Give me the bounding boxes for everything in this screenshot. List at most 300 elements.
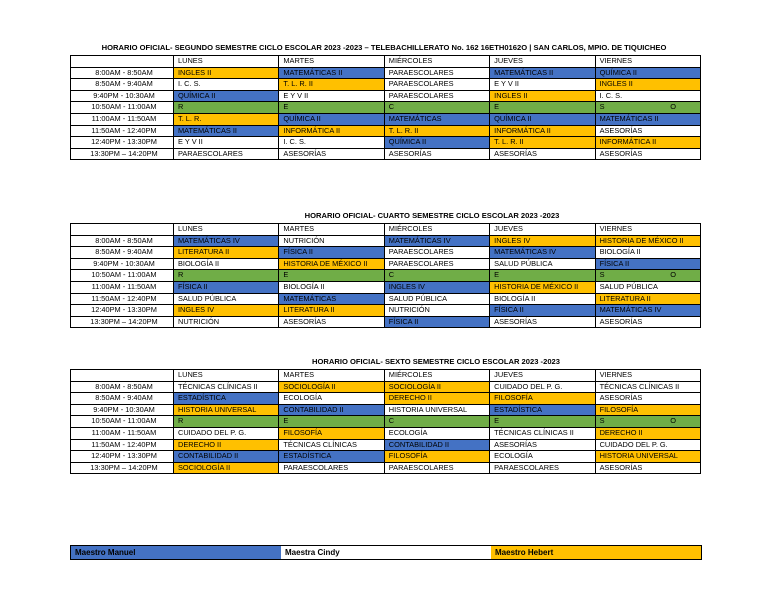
- subject-cell: [490, 235, 595, 247]
- subject-cell: [490, 79, 595, 91]
- subject-label: HISTORIA UNIVERSAL: [178, 404, 257, 414]
- subject-cell: [490, 247, 595, 259]
- subject-label: INGLES II: [178, 67, 212, 77]
- table-row: [71, 148, 701, 160]
- subject-label: FÍSICA II: [599, 258, 630, 268]
- subject-cell: [490, 125, 595, 137]
- subject-cell: [174, 393, 279, 405]
- subject-cell: [384, 451, 489, 463]
- table-row: [71, 439, 701, 451]
- subject-cell: [174, 316, 279, 328]
- subject-label: DERECHO II: [599, 427, 643, 437]
- subject-label: HISTORIA UNIVERSAL: [599, 451, 678, 461]
- subject-label: PARAESCOLARES: [388, 90, 454, 100]
- subject-cell: [174, 293, 279, 305]
- subject-label: I. C. S.: [178, 79, 201, 89]
- subject-label: HISTORIA DE MÉXICO II: [599, 235, 684, 245]
- recess-row: [71, 270, 701, 282]
- subject-cell: [279, 293, 384, 305]
- subject-cell: [174, 235, 279, 247]
- subject-label: ECOLOGÍA: [388, 427, 428, 437]
- subject-cell: [384, 305, 489, 317]
- subject-cell: [595, 125, 700, 137]
- subject-label: PARAESCOLARES: [494, 462, 559, 472]
- day-header: LUNES: [174, 224, 279, 236]
- subject-label: MATEMÁTICAS: [388, 113, 442, 123]
- subject-label: FÍSICA II: [494, 305, 524, 315]
- subject-label: LITERATURA II: [178, 247, 230, 257]
- header-row: [71, 56, 701, 68]
- time-slot: 9:40PM - 10:30AM: [71, 90, 174, 102]
- table-row: [71, 258, 701, 270]
- time-slot: 8:00AM - 8:50AM: [71, 235, 174, 247]
- subject-label: DERECHO II: [178, 439, 222, 449]
- subject-cell: [174, 67, 279, 79]
- schedule-cuarto: [70, 223, 701, 328]
- subject-cell: [174, 125, 279, 137]
- subject-label: NUTRICIÓN: [283, 235, 325, 245]
- subject-cell: [595, 293, 700, 305]
- subject-label: MATEMÁTICAS IV: [388, 235, 451, 245]
- table-row: [71, 281, 701, 293]
- subject-cell: [279, 393, 384, 405]
- subject-label: FÍSICA II: [388, 316, 419, 326]
- subject-cell: [384, 79, 489, 91]
- subject-label: QUÍMICA II: [494, 113, 532, 123]
- subject-cell: [384, 316, 489, 328]
- table-row: [71, 451, 701, 463]
- subject-cell: [174, 148, 279, 160]
- subject-label: E: [283, 416, 289, 426]
- day-header: MARTES: [279, 370, 384, 382]
- subject-cell: [595, 247, 700, 259]
- subject-cell: [490, 316, 595, 328]
- subject-label: ASESORÍAS: [599, 462, 643, 472]
- subject-cell: [490, 427, 595, 439]
- subject-cell: [595, 90, 700, 102]
- subject-cell: [595, 381, 700, 393]
- subject-label: CUIDADO DEL P. G.: [599, 439, 668, 449]
- time-slot: 8:50AM - 9:40AM: [71, 247, 174, 259]
- subject-cell: [279, 67, 384, 79]
- time-slot: 10:50AM - 11:00AM: [71, 270, 174, 282]
- subject-cell: [490, 113, 595, 125]
- recess-letter: O: [670, 416, 676, 426]
- subject-cell: [384, 90, 489, 102]
- header-row: [71, 370, 701, 382]
- subject-label: ESTADÍSTICA: [178, 393, 226, 403]
- subject-cell: [490, 404, 595, 416]
- time-slot: 9:40PM - 10:30AM: [71, 258, 174, 270]
- subject-cell: [384, 67, 489, 79]
- schedule-segundo: [70, 55, 701, 160]
- subject-cell: [595, 137, 700, 149]
- subject-label: MATEMÁTICAS II: [494, 67, 554, 77]
- table-row: [71, 393, 701, 405]
- subject-label: E: [494, 102, 500, 112]
- recess-letter: O: [670, 102, 676, 112]
- teacher-legend: [70, 545, 702, 560]
- subject-label: INFORMÁTICA II: [283, 125, 341, 135]
- subject-cell: [595, 281, 700, 293]
- subject-cell: [279, 258, 384, 270]
- subject-cell: [595, 305, 700, 317]
- subject-label: QUÍMICA II: [599, 67, 637, 77]
- subject-label: ECOLOGÍA: [494, 451, 533, 461]
- day-header: MIÉRCOLES: [384, 56, 489, 68]
- table-row: [71, 90, 701, 102]
- subject-cell: [384, 427, 489, 439]
- subject-label: SOCIOLOGÍA II: [388, 381, 441, 391]
- subject-label: SOCIOLOGÍA II: [178, 462, 231, 472]
- subject-cell: [279, 247, 384, 259]
- time-slot: 10:50AM - 11:00AM: [71, 102, 174, 114]
- time-slot: 11:00AM - 11:50AM: [71, 281, 174, 293]
- subject-label: INGLES II: [599, 79, 633, 89]
- subject-label: TÉCNICAS CLÍNICAS II: [599, 381, 680, 391]
- subject-cell: [279, 316, 384, 328]
- subject-label: CONTABILIDAD II: [283, 404, 344, 414]
- subject-label: CONTABILIDAD II: [178, 451, 239, 461]
- subject-label: FILOSOFÍA: [388, 451, 428, 461]
- corner-cell: [71, 224, 174, 236]
- title-segundo: HORARIO OFICIAL- SEGUNDO SEMESTRE CICLO ESCOLAR 2023 -2023 – TELEBACHILLERATO No. 162 16ETH0162O | SAN CARLOS, MPIO. DE TIQUICHEO: [101, 43, 667, 52]
- subject-label: E: [283, 270, 289, 280]
- time-slot: 12:40PM - 13:30PM: [71, 137, 174, 149]
- subject-label: HISTORIA DE MÉXICO II: [494, 281, 579, 291]
- schedule-sexto: [70, 369, 701, 474]
- subject-cell: [174, 404, 279, 416]
- subject-cell: [384, 293, 489, 305]
- subject-label: S: [599, 102, 605, 112]
- time-slot: 12:40PM - 13:30PM: [71, 305, 174, 317]
- subject-label: BIOLOGÍA II: [178, 258, 220, 268]
- table-row: [71, 137, 701, 149]
- corner-cell: [71, 56, 174, 68]
- day-header: JUEVES: [490, 56, 595, 68]
- day-header: MARTES: [279, 224, 384, 236]
- subject-cell: [490, 293, 595, 305]
- subject-label: CUIDADO DEL P. G.: [494, 381, 563, 391]
- subject-cell: [174, 137, 279, 149]
- subject-label: FÍSICA II: [178, 281, 208, 291]
- subject-cell: [279, 148, 384, 160]
- subject-label: FILOSOFÍA: [283, 427, 322, 437]
- subject-label: PARAESCOLARES: [388, 67, 454, 77]
- time-slot: 9:40PM - 10:30AM: [71, 404, 174, 416]
- subject-label: LITERATURA II: [599, 293, 651, 303]
- time-slot: 8:00AM - 8:50AM: [71, 381, 174, 393]
- table-row: [71, 79, 701, 91]
- subject-label: MATEMÁTICAS: [283, 293, 337, 303]
- subject-label: MATEMÁTICAS IV: [599, 305, 662, 315]
- subject-label: INFORMÁTICA II: [599, 137, 657, 147]
- subject-cell: [384, 113, 489, 125]
- subject-cell: [595, 393, 700, 405]
- time-slot: 11:00AM - 11:50AM: [71, 427, 174, 439]
- subject-label: MATEMÁTICAS IV: [494, 247, 557, 257]
- subject-cell: [279, 416, 384, 428]
- subject-cell: [595, 427, 700, 439]
- subject-cell: [174, 281, 279, 293]
- subject-cell: [174, 258, 279, 270]
- table-row: [71, 404, 701, 416]
- table-row: [71, 305, 701, 317]
- time-slot: 12:40PM - 13:30PM: [71, 451, 174, 463]
- legend-item: Maestro Hebert: [491, 546, 701, 559]
- subject-cell: [384, 270, 489, 282]
- subject-label: FILOSOFÍA: [599, 404, 639, 414]
- subject-cell: [279, 90, 384, 102]
- subject-cell: [490, 281, 595, 293]
- subject-label: T. L. R. II: [388, 125, 419, 135]
- subject-cell: [174, 247, 279, 259]
- subject-cell: [490, 381, 595, 393]
- title-sexto: HORARIO OFICIAL- SEXTO SEMESTRE CICLO ESCOLAR 2023 -2023: [312, 357, 560, 366]
- subject-cell: [490, 439, 595, 451]
- subject-label: ESTADÍSTICA: [283, 451, 332, 461]
- subject-label: ASESORÍAS: [494, 439, 537, 449]
- subject-label: ASESORÍAS: [599, 316, 643, 326]
- subject-cell: [174, 305, 279, 317]
- subject-cell: [279, 427, 384, 439]
- subject-label: LITERATURA II: [283, 305, 335, 315]
- time-slot: 8:50AM - 9:40AM: [71, 393, 174, 405]
- subject-cell: [279, 125, 384, 137]
- subject-label: HISTORIA DE MÉXICO II: [283, 258, 368, 268]
- subject-label: E Y V II: [178, 137, 203, 147]
- subject-label: PARAESCOLARES: [388, 247, 454, 257]
- subject-label: E: [494, 270, 500, 280]
- table-row: [71, 125, 701, 137]
- day-header: JUEVES: [490, 370, 595, 382]
- subject-cell: [384, 439, 489, 451]
- subject-cell: [279, 79, 384, 91]
- table-row: [71, 235, 701, 247]
- subject-cell: [174, 270, 279, 282]
- subject-cell: [174, 102, 279, 114]
- subject-cell: [279, 439, 384, 451]
- title-cuarto: HORARIO OFICIAL- CUARTO SEMESTRE CICLO ESCOLAR 2023 -2023: [304, 211, 560, 220]
- time-slot: 13:30PM – 14:20PM: [71, 462, 174, 474]
- subject-label: TÉCNICAS CLÍNICAS: [283, 439, 357, 449]
- subject-cell: [279, 270, 384, 282]
- subject-label: R: [178, 102, 184, 112]
- time-slot: 11:50AM - 12:40PM: [71, 125, 174, 137]
- subject-cell: [490, 137, 595, 149]
- day-header: VIERNES: [595, 370, 700, 382]
- header-row: [71, 224, 701, 236]
- subject-label: E Y V II: [283, 90, 309, 100]
- subject-cell: [384, 416, 489, 428]
- time-slot: 10:50AM - 11:00AM: [71, 416, 174, 428]
- subject-label: SALUD PÚBLICA: [388, 293, 448, 303]
- subject-cell: [384, 148, 489, 160]
- subject-label: I. C. S.: [283, 137, 306, 147]
- subject-cell: [595, 416, 700, 428]
- subject-label: PARAESCOLARES: [388, 79, 454, 89]
- subject-cell: [490, 148, 595, 160]
- legend-item: Maestro Manuel: [71, 546, 281, 559]
- subject-label: QUÍMICA II: [388, 137, 427, 147]
- subject-cell: [595, 102, 700, 114]
- subject-cell: [595, 451, 700, 463]
- legend-item: Maestra Cindy: [285, 548, 340, 557]
- time-slot: 8:50AM - 9:40AM: [71, 79, 174, 91]
- subject-cell: [384, 381, 489, 393]
- subject-label: ASESORÍAS: [599, 393, 643, 403]
- subject-cell: [384, 125, 489, 137]
- subject-cell: [595, 79, 700, 91]
- subject-label: BIOLOGÍA II: [494, 293, 536, 303]
- subject-label: TÉCNICAS CLÍNICAS II: [178, 381, 258, 391]
- recess-row: [71, 416, 701, 428]
- subject-cell: [384, 393, 489, 405]
- subject-cell: [279, 404, 384, 416]
- subject-cell: [384, 462, 489, 474]
- subject-label: INFORMÁTICA II: [494, 125, 551, 135]
- subject-cell: [384, 404, 489, 416]
- subject-label: BIOLOGÍA II: [599, 247, 641, 257]
- subject-cell: [595, 439, 700, 451]
- subject-label: E Y V II: [494, 79, 519, 89]
- subject-label: CUIDADO DEL P. G.: [178, 427, 247, 437]
- subject-label: INGLES IV: [388, 281, 425, 291]
- subject-label: ASESORÍAS: [494, 316, 537, 326]
- subject-label: MATEMÁTICAS II: [178, 125, 237, 135]
- subject-label: ECOLOGÍA: [283, 393, 322, 403]
- subject-cell: [174, 90, 279, 102]
- subject-label: C: [388, 102, 395, 112]
- table-row: [71, 67, 701, 79]
- subject-label: DERECHO II: [388, 393, 432, 403]
- subject-cell: [384, 281, 489, 293]
- subject-label: C: [388, 416, 395, 426]
- subject-cell: [279, 235, 384, 247]
- subject-label: ASESORÍAS: [283, 316, 327, 326]
- subject-cell: [490, 462, 595, 474]
- subject-cell: [490, 102, 595, 114]
- subject-label: SALUD PÚBLICA: [494, 258, 553, 268]
- subject-cell: [595, 148, 700, 160]
- subject-cell: [595, 316, 700, 328]
- subject-label: SALUD PÚBLICA: [599, 281, 658, 291]
- subject-cell: [174, 79, 279, 91]
- subject-cell: [174, 462, 279, 474]
- subject-label: S: [599, 270, 605, 280]
- subject-label: T. L. R. II: [494, 137, 524, 147]
- subject-cell: [174, 381, 279, 393]
- subject-cell: [490, 90, 595, 102]
- subject-cell: [279, 381, 384, 393]
- day-header: MARTES: [279, 56, 384, 68]
- corner-cell: [71, 370, 174, 382]
- subject-label: INGLES IV: [494, 235, 531, 245]
- subject-cell: [595, 235, 700, 247]
- day-header: VIERNES: [595, 56, 700, 68]
- table-row: [71, 462, 701, 474]
- time-slot: 11:50AM - 12:40PM: [71, 293, 174, 305]
- subject-label: INGLES IV: [178, 305, 215, 315]
- subject-cell: [490, 67, 595, 79]
- subject-cell: [490, 451, 595, 463]
- table-row: [71, 113, 701, 125]
- subject-cell: [490, 258, 595, 270]
- subject-label: SALUD PÚBLICA: [178, 293, 237, 303]
- subject-cell: [279, 102, 384, 114]
- day-header: MIÉRCOLES: [384, 370, 489, 382]
- subject-cell: [384, 235, 489, 247]
- subject-cell: [384, 137, 489, 149]
- subject-label: FÍSICA II: [283, 247, 313, 257]
- day-header: JUEVES: [490, 224, 595, 236]
- subject-label: I. C. S.: [599, 90, 623, 100]
- subject-cell: [279, 281, 384, 293]
- time-slot: 11:00AM - 11:50AM: [71, 113, 174, 125]
- subject-cell: [595, 404, 700, 416]
- subject-label: T. L. R. II: [283, 79, 313, 89]
- subject-label: QUÍMICA II: [178, 90, 216, 100]
- subject-label: INGLES II: [494, 90, 528, 100]
- subject-cell: [595, 258, 700, 270]
- table-row: [71, 247, 701, 259]
- subject-label: PARAESCOLARES: [283, 462, 349, 472]
- subject-label: NUTRICIÓN: [178, 316, 220, 326]
- subject-label: E: [283, 102, 289, 112]
- subject-cell: [384, 247, 489, 259]
- table-row: [71, 381, 701, 393]
- subject-cell: [595, 67, 700, 79]
- subject-cell: [595, 462, 700, 474]
- table-row: [71, 427, 701, 439]
- subject-label: ASESORÍAS: [388, 148, 432, 158]
- recess-letter: O: [670, 270, 676, 280]
- subject-cell: [279, 451, 384, 463]
- subject-cell: [490, 393, 595, 405]
- subject-label: QUÍMICA II: [283, 113, 321, 123]
- subject-label: TÉCNICAS CLÍNICAS II: [494, 427, 574, 437]
- time-slot: 8:00AM - 8:50AM: [71, 67, 174, 79]
- subject-label: MATEMÁTICAS II: [599, 113, 659, 123]
- subject-label: T. L. R.: [178, 113, 202, 123]
- recess-row: [71, 102, 701, 114]
- day-header: LUNES: [174, 56, 279, 68]
- subject-cell: [490, 270, 595, 282]
- time-slot: 11:50AM - 12:40PM: [71, 439, 174, 451]
- subject-cell: [279, 137, 384, 149]
- subject-cell: [279, 462, 384, 474]
- subject-label: S: [599, 416, 605, 426]
- subject-cell: [174, 451, 279, 463]
- subject-cell: [174, 439, 279, 451]
- day-header: MIÉRCOLES: [384, 224, 489, 236]
- subject-label: R: [178, 270, 184, 280]
- subject-label: SOCIOLOGÍA II: [283, 381, 336, 391]
- subject-cell: [174, 416, 279, 428]
- subject-label: R: [178, 416, 184, 426]
- subject-label: ASESORÍAS: [283, 148, 327, 158]
- subject-label: ASESORÍAS: [599, 125, 643, 135]
- subject-label: ASESORÍAS: [494, 148, 537, 158]
- subject-label: NUTRICIÓN: [388, 305, 430, 315]
- subject-cell: [384, 102, 489, 114]
- time-slot: 13:30PM – 14:20PM: [71, 148, 174, 160]
- subject-cell: [595, 113, 700, 125]
- subject-cell: [279, 113, 384, 125]
- subject-cell: [174, 427, 279, 439]
- subject-label: C: [388, 270, 395, 280]
- subject-label: ASESORÍAS: [599, 148, 643, 158]
